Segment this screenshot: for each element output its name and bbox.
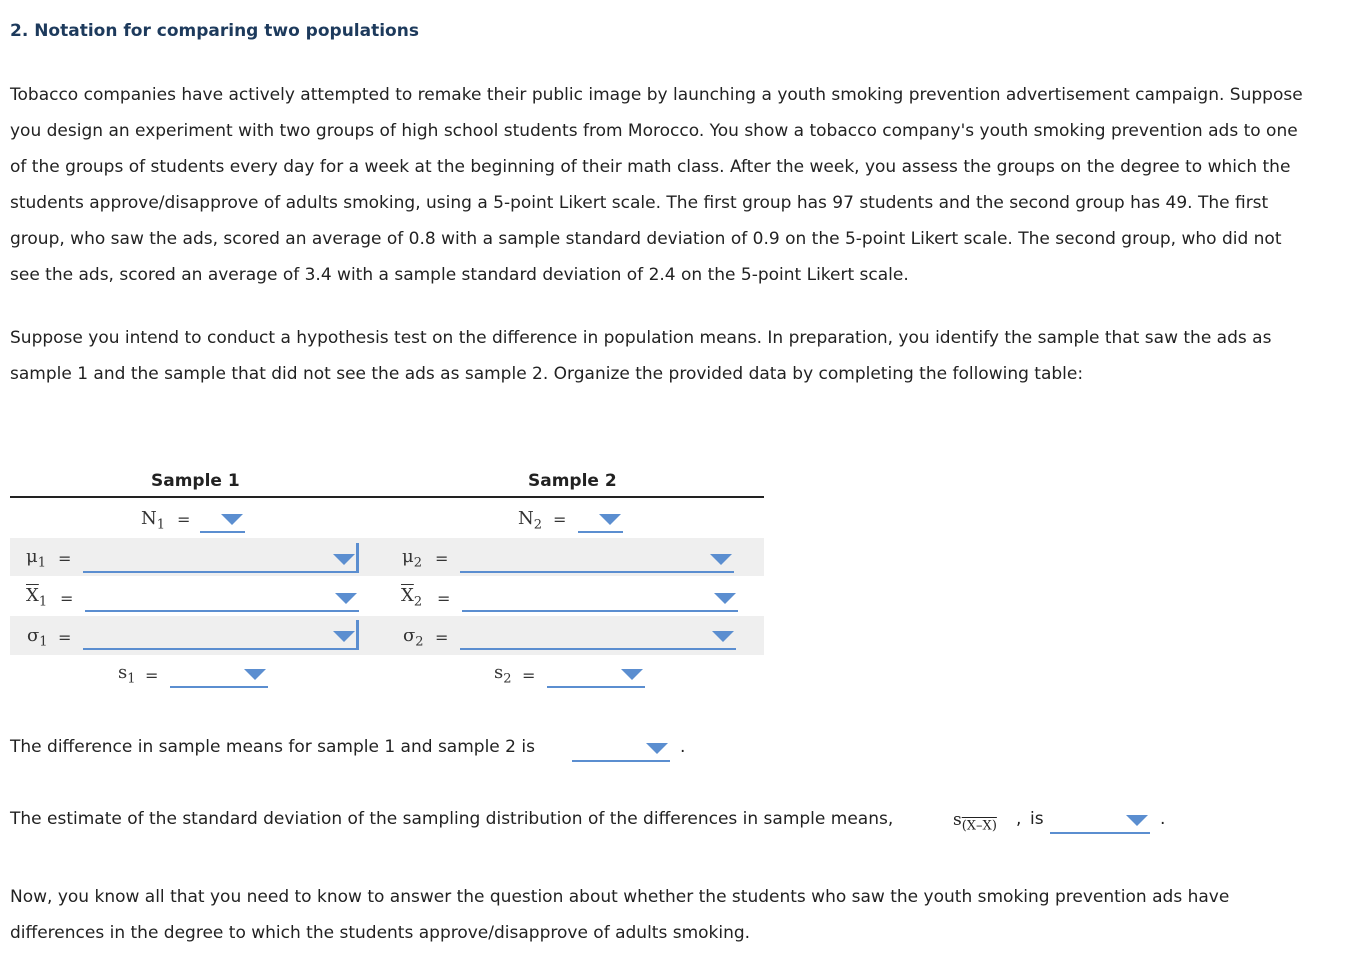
chevron-down-icon: [599, 514, 621, 525]
n1-dropdown[interactable]: [200, 501, 245, 533]
mu1-equals: =: [58, 549, 72, 568]
intro-line: Tobacco companies have actively attempted to remake their public image by launching a youth smoking prevention advertisement campaign. Suppose: [10, 85, 1303, 105]
mu2-label: $\mu_2$: [402, 546, 422, 571]
difference-question: The difference in sample means for sample 1 and sample 2 is: [10, 737, 535, 757]
closing-paragraph: [10, 879, 1360, 951]
closing-line: differences in the degree to which the students approve/disapprove of adults smoking.: [10, 923, 751, 943]
n2-equals: =: [553, 510, 567, 529]
sample2-header: Sample 2: [528, 471, 617, 491]
chevron-down-icon: [221, 514, 243, 525]
chevron-down-icon: [710, 554, 732, 565]
chevron-down-icon: [712, 631, 734, 642]
setup-line: Suppose you intend to conduct a hypothesis test on the difference in population means. In preparation, you identify the sample that saw the ads as: [10, 328, 1272, 348]
intro-line: of the groups of students every day for a week at the beginning of their math class. After the week, you assess the groups on the degree to which the: [10, 157, 1291, 177]
sigma2-label: $\sigma_2$: [403, 625, 424, 650]
closing-line: Now, you know all that you need to know to answer the question about whether the students who saw the youth smoking prevention ads have: [10, 887, 1230, 907]
xbar2-dropdown[interactable]: [462, 580, 738, 612]
xbar2-equals: =: [437, 589, 451, 608]
chevron-down-icon: [646, 743, 668, 754]
difference-period: .: [680, 737, 686, 757]
chevron-down-icon: [333, 631, 355, 642]
section-title: 2. Notation for comparing two populations: [10, 21, 419, 41]
xbar1-equals: =: [60, 589, 74, 608]
s2-equals: =: [522, 666, 536, 685]
table-header-rule: [10, 496, 764, 498]
chevron-down-icon: [1126, 815, 1148, 826]
xbar1-dropdown[interactable]: [85, 580, 359, 612]
s2-label: $s_2$: [494, 662, 512, 687]
intro-line: you design an experiment with two groups of high school students from Morocco. You show a tobacco company's youth smoking prevention ads to one: [10, 121, 1298, 141]
intro-line: group, who saw the ads, scored an average of 0.8 with a sample standard deviation of 0.9 on the 5-point Likert scale. The second group, who did not: [10, 229, 1282, 249]
mu1-label: $\mu_1$: [26, 546, 46, 571]
chevron-down-icon: [244, 669, 266, 680]
sigma2-dropdown[interactable]: [460, 618, 736, 650]
difference-dropdown[interactable]: [572, 730, 670, 762]
estimate-symbol: $s_{(X-X)}$: [953, 810, 997, 834]
sigma1-label: $\sigma_1$: [27, 625, 48, 650]
intro-paragraph: [10, 77, 1360, 293]
chevron-down-icon: [335, 593, 357, 604]
sigma2-equals: =: [435, 628, 449, 647]
n1-equals: =: [177, 510, 191, 529]
mu1-dropdown[interactable]: [83, 541, 357, 573]
estimate-comma: ,: [1016, 809, 1022, 829]
n1-label: $N_1$: [141, 508, 166, 533]
mu1-dropdown-edge: [356, 543, 359, 573]
s1-dropdown[interactable]: [170, 656, 268, 688]
xbar2-label: $\overline{X}_2$: [401, 585, 423, 610]
sample1-header: Sample 1: [151, 471, 240, 491]
s2-dropdown[interactable]: [547, 656, 645, 688]
n2-dropdown[interactable]: [578, 501, 623, 533]
chevron-down-icon: [714, 593, 736, 604]
chevron-down-icon: [333, 554, 355, 565]
setup-paragraph: [10, 320, 1360, 392]
sigma1-equals: =: [58, 628, 72, 647]
estimate-period: .: [1160, 809, 1166, 829]
intro-line: students approve/disapprove of adults smoking, using a 5-point Likert scale. The first group has 97 students and the second group has 49. The first: [10, 193, 1269, 213]
mu2-dropdown[interactable]: [460, 541, 734, 573]
xbar1-label: $\overline{X}_1$: [26, 585, 48, 610]
intro-line: see the ads, scored an average of 3.4 with a sample standard deviation of 2.4 on the 5-point Likert scale.: [10, 265, 909, 285]
estimate-dropdown[interactable]: [1050, 802, 1150, 834]
n2-label: $N_2$: [518, 508, 543, 533]
setup-line: sample 1 and the sample that did not see the ads as sample 2. Organize the provided data by completing the following table:: [10, 364, 1084, 384]
estimate-question: The estimate of the standard deviation of the sampling distribution of the differences in sample means,: [10, 809, 894, 829]
sigma1-dropdown[interactable]: [83, 618, 357, 650]
chevron-down-icon: [621, 669, 643, 680]
s1-equals: =: [145, 666, 159, 685]
mu2-equals: =: [435, 549, 449, 568]
sigma1-dropdown-edge: [356, 620, 359, 650]
s1-label: $s_1$: [118, 662, 136, 687]
estimate-is: is: [1030, 809, 1044, 829]
